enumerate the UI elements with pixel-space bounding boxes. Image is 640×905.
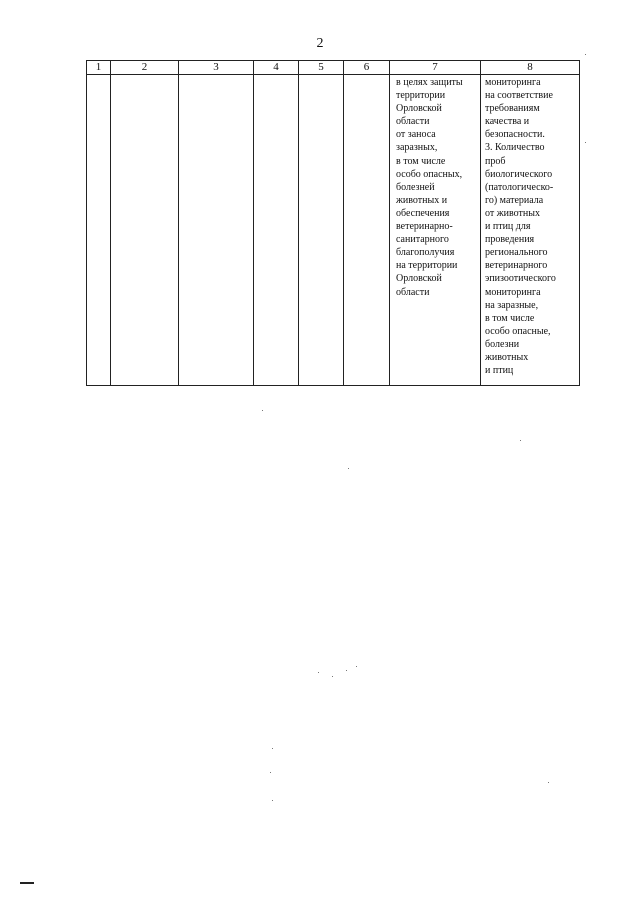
header-cell-5: 5 bbox=[299, 61, 344, 75]
continuation-table bbox=[86, 60, 580, 386]
scan-speck bbox=[585, 54, 586, 55]
page-number: 2 bbox=[316, 36, 324, 51]
scan-speck bbox=[346, 670, 347, 671]
cell-col-6 bbox=[344, 75, 390, 386]
scan-speck bbox=[356, 666, 357, 667]
scan-speck bbox=[262, 410, 263, 411]
cell-col-8-text: мониторинга на соответствие требованиям качества и безопасности. 3. Количество проб биологического (патологическо- го) материала от животных и птиц для проведения регионального ветеринарного эпизоотического мониторинга на заразные, в том числе особо опасные, болезни животных и птиц bbox=[485, 77, 556, 377]
scan-speck bbox=[318, 672, 319, 673]
cell-col-5-text bbox=[299, 75, 343, 76]
cell-col-4-text bbox=[254, 75, 298, 76]
scan-speck bbox=[272, 748, 273, 749]
cell-col-2-text bbox=[111, 75, 178, 76]
header-cell-3: 3 bbox=[179, 61, 254, 75]
scan-speck bbox=[272, 800, 273, 801]
header-cell-6: 6 bbox=[344, 61, 390, 75]
header-cell-4: 4 bbox=[254, 61, 299, 75]
cell-col-3-text bbox=[179, 75, 253, 76]
header-row bbox=[87, 61, 580, 75]
footer-dash-mark bbox=[20, 882, 34, 884]
scan-speck bbox=[332, 676, 333, 677]
header-cell-7: 7 bbox=[390, 61, 481, 75]
cell-col-1 bbox=[87, 75, 111, 386]
header-cell-1: 1 bbox=[87, 61, 111, 75]
cell-col-8 bbox=[481, 75, 580, 386]
scan-speck bbox=[270, 772, 271, 773]
cell-col-6-text bbox=[344, 75, 389, 76]
cell-col-3 bbox=[179, 75, 254, 386]
header-cell-2: 2 bbox=[111, 61, 179, 75]
scan-speck bbox=[585, 142, 586, 143]
cell-col-7 bbox=[390, 75, 481, 386]
cell-col-4 bbox=[254, 75, 299, 386]
header-cell-8: 8 bbox=[481, 61, 580, 75]
cell-col-7-text: в целях защиты территории Орловской области от заноса заразных, в том числе особо опасных, болезней животных и обеспечения ветеринарно- санитарного благополучия на территории Орловской области bbox=[396, 77, 463, 298]
scan-speck bbox=[520, 440, 521, 441]
cell-col-5 bbox=[299, 75, 344, 386]
cell-col-1-text bbox=[87, 75, 110, 76]
scan-speck bbox=[548, 782, 549, 783]
table-row bbox=[87, 75, 580, 386]
cell-col-2 bbox=[111, 75, 179, 386]
scan-speck bbox=[348, 468, 349, 469]
